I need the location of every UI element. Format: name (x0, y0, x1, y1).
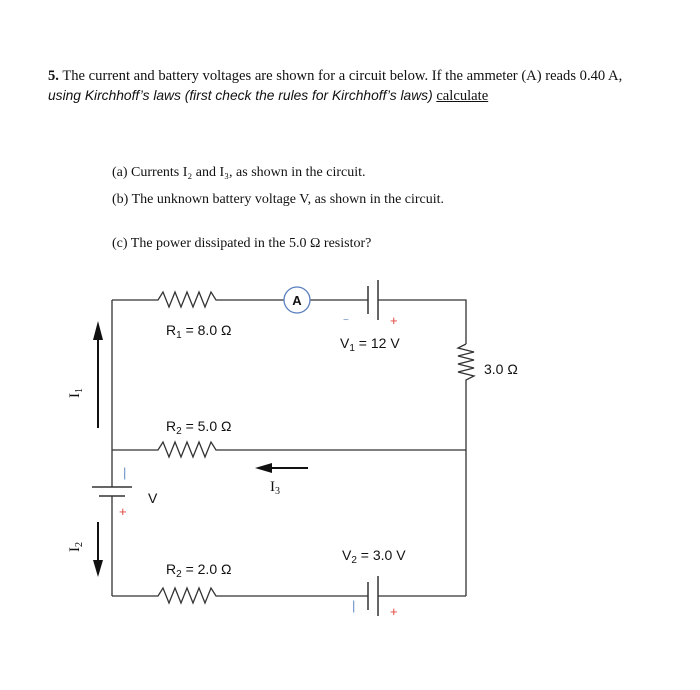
resistor-3-ohm (458, 344, 474, 450)
i2-arrow (93, 522, 103, 577)
resistor-3-ohm-label: 3.0 Ω (484, 361, 518, 377)
wire-r2-bottom (112, 588, 368, 603)
r1-label: $R_1 = 8.0$ Ω (166, 322, 232, 341)
circuit-wires (112, 292, 474, 603)
battery-v-label: V (148, 490, 158, 506)
i3-label: $I_3$ (270, 479, 280, 497)
v2-minus-sign: | (352, 598, 356, 613)
v1-minus-sign: − (343, 315, 349, 326)
v1-plus-sign: + (390, 313, 398, 328)
question-number: 5. (48, 68, 59, 84)
i1-arrow (93, 321, 103, 428)
battery-v-plus: + (119, 504, 127, 519)
question-kirchhoff-text: using Kirchhoff’s laws (first check the rules for Kirchhoff’s laws) (48, 88, 433, 103)
i1-label: $I_1$ (67, 388, 85, 398)
wire-r1 (112, 292, 284, 307)
battery-v1 (368, 280, 378, 320)
part-c: (c) The power dissipated in the 5.0 Ω resistor? (112, 236, 372, 251)
part-b: (b) The unknown battery voltage V, as shown in the circuit. (112, 192, 445, 207)
r2-top-label: $R_2 = 5.0$ Ω (166, 418, 232, 437)
v2-label: $V_2 = 3.0$ V (342, 547, 406, 566)
ammeter-label: A (292, 293, 302, 308)
question-calculate: calculate (436, 88, 489, 104)
battery-v-minus: | (123, 465, 127, 480)
i3-arrow (255, 463, 308, 473)
battery-v2 (368, 576, 378, 616)
v2-plus-sign: + (390, 604, 398, 619)
r2-bottom-label: $R_2 = 2.0$ Ω (166, 561, 232, 580)
part-a: (a) Currents I₂ and I₃, as shown in the circuit. (112, 165, 366, 180)
wire-r2-middle (112, 442, 466, 457)
i2-label: $I_2$ (67, 542, 85, 552)
question-body: The current and battery voltages are shown for a circuit below. If the ammeter (A) reads 0.40 A, (62, 68, 623, 84)
v1-label: $V_1 = 12$ V (340, 335, 400, 354)
battery-v (92, 487, 132, 496)
